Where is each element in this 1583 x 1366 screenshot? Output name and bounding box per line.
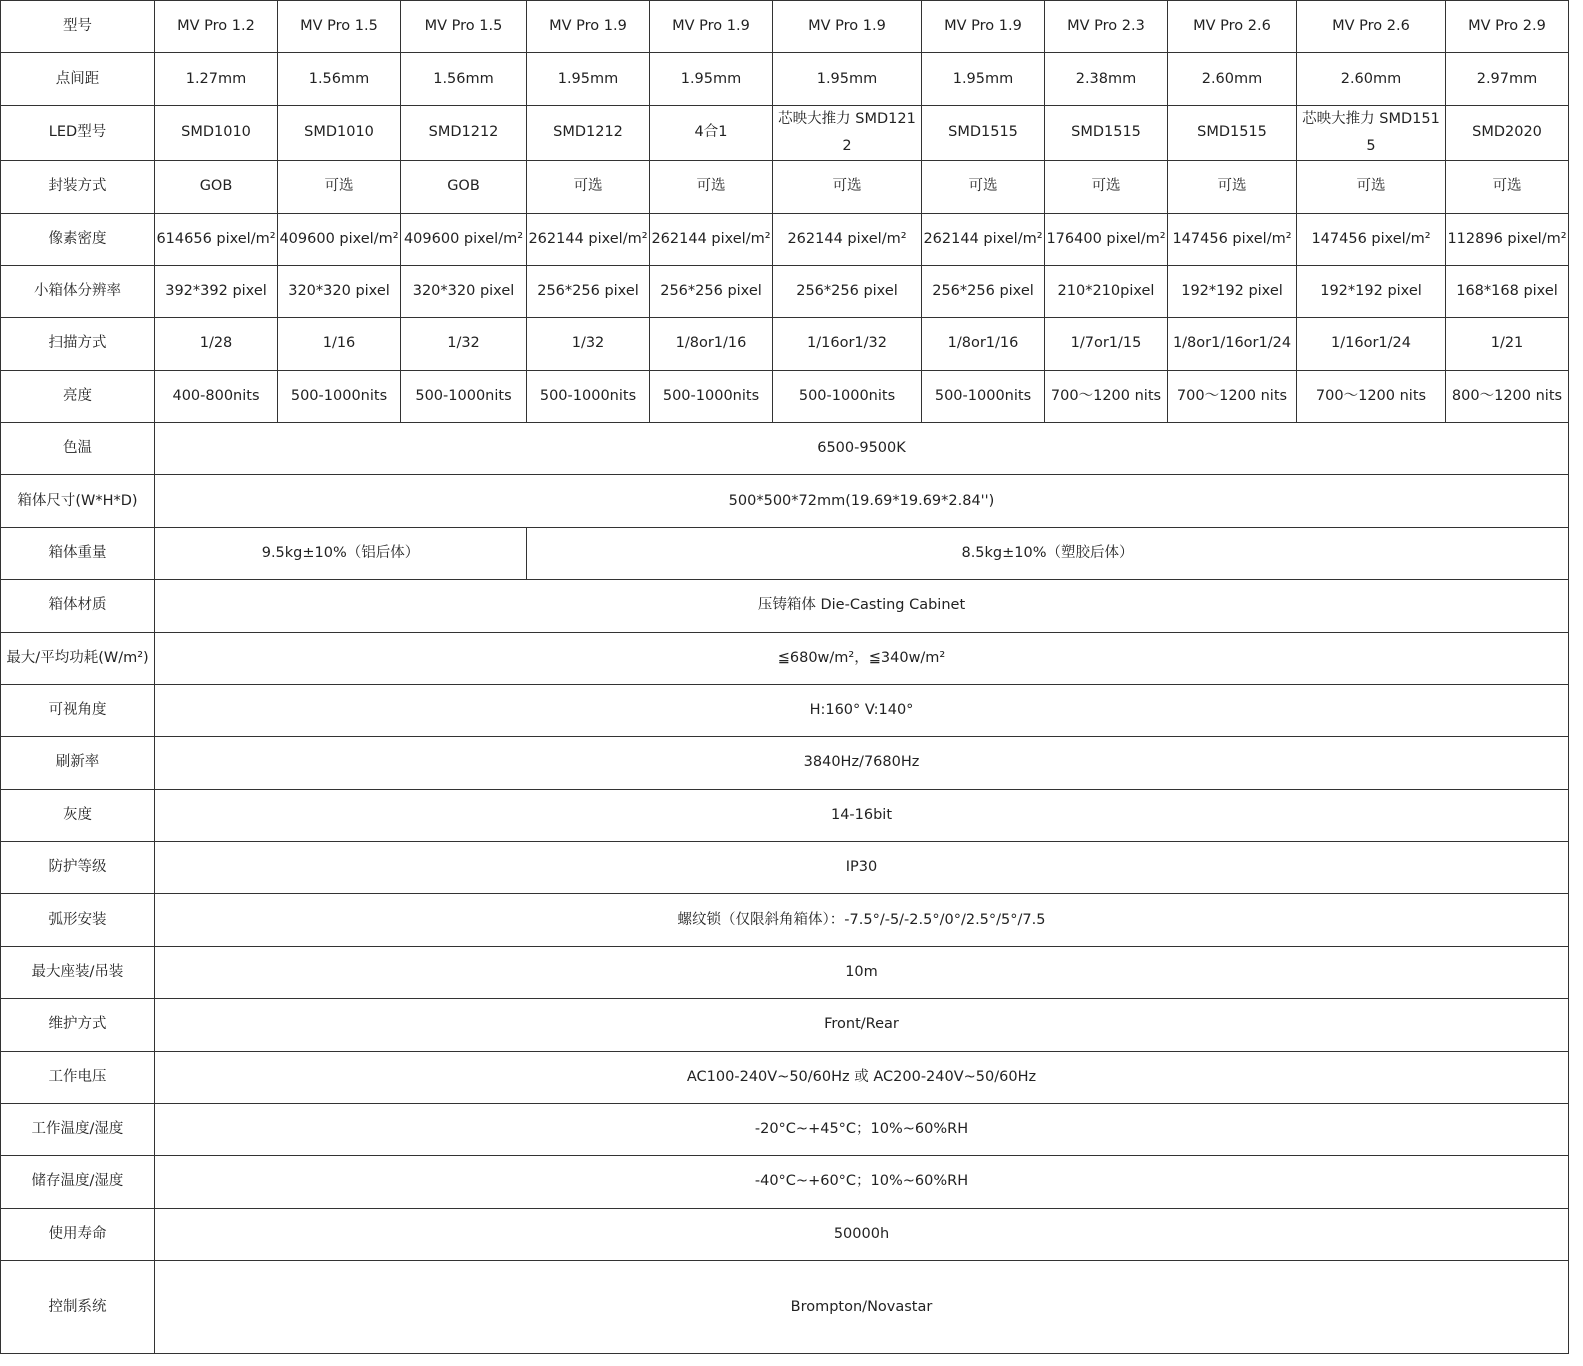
cabinet-size-value: 500*500*72mm(19.69*19.69*2.84'') [155, 475, 1569, 527]
cabinet-resolution-cell: 192*192 pixel [1297, 265, 1446, 317]
brightness-cell: 500-1000nits [278, 370, 401, 422]
max-stack-value: 10m [155, 946, 1569, 998]
pixel-density-cell: 262144 pixel/m² [922, 213, 1045, 265]
row-label-color-temp: 色温 [1, 423, 155, 475]
row-scan-mode [1, 318, 1569, 370]
led-type-cell: SMD1212 [527, 105, 650, 160]
cabinet-resolution-cell: 256*256 pixel [922, 265, 1045, 317]
brightness-cell: 500-1000nits [401, 370, 527, 422]
voltage-value: AC100-240V~50/60Hz 或 AC200-240V~50/60Hz [155, 1051, 1569, 1103]
row-protection [1, 842, 1569, 894]
cabinet-resolution-cell: 320*320 pixel [278, 265, 401, 317]
operating-env-value: -20°C~+45°C；10%~60%RH [155, 1103, 1569, 1155]
scan-mode-cell: 1/8or1/16 [650, 318, 773, 370]
row-label-cabinet-weight: 箱体重量 [1, 527, 155, 579]
curve-install-value: 螺纹锁（仅限斜角箱体）：-7.5°/-5/-2.5°/0°/2.5°/5°/7.5 [155, 894, 1569, 946]
pixel-density-cell: 409600 pixel/m² [278, 213, 401, 265]
pixel-pitch-cell: 1.95mm [773, 53, 922, 105]
led-type-cell: SMD1515 [922, 105, 1045, 160]
brightness-cell: 500-1000nits [922, 370, 1045, 422]
pixel-pitch-cell: 1.95mm [922, 53, 1045, 105]
row-pixel-pitch [1, 53, 1569, 105]
row-label-operating-env: 工作温度/湿度 [1, 1103, 155, 1155]
packaging-cell: GOB [401, 161, 527, 213]
row-label-pixel-density: 像素密度 [1, 213, 155, 265]
pixel-density-cell: 262144 pixel/m² [773, 213, 922, 265]
pixel-pitch-cell: 1.95mm [527, 53, 650, 105]
packaging-cell: 可选 [1168, 161, 1297, 213]
row-label-model: 型号 [1, 1, 155, 53]
row-pixel-density [1, 213, 1569, 265]
led-type-cell: SMD1515 [1045, 105, 1168, 160]
row-cabinet-size [1, 475, 1569, 527]
viewing-angle-value: H:160° V:140° [155, 684, 1569, 736]
row-voltage [1, 1051, 1569, 1103]
scan-mode-cell: 1/8or1/16or1/24 [1168, 318, 1297, 370]
cabinet-resolution-cell: 210*210pixel [1045, 265, 1168, 317]
packaging-cell: 可选 [1045, 161, 1168, 213]
model-cell: MV Pro 1.2 [155, 1, 278, 53]
brightness-cell: 700～1200 nits [1168, 370, 1297, 422]
pixel-pitch-cell: 1.95mm [650, 53, 773, 105]
model-cell: MV Pro 2.9 [1446, 1, 1569, 53]
model-cell: MV Pro 1.9 [527, 1, 650, 53]
led-type-cell: SMD1212 [401, 105, 527, 160]
pixel-pitch-cell: 1.56mm [401, 53, 527, 105]
packaging-cell: 可选 [773, 161, 922, 213]
scan-mode-cell: 1/28 [155, 318, 278, 370]
pixel-pitch-cell: 2.60mm [1297, 53, 1446, 105]
packaging-cell: GOB [155, 161, 278, 213]
row-label-curve-install: 弧形安装 [1, 894, 155, 946]
storage-env-value: -40°C~+60°C；10%~60%RH [155, 1156, 1569, 1208]
led-type-cell: SMD1010 [278, 105, 401, 160]
pixel-density-cell: 176400 pixel/m² [1045, 213, 1168, 265]
row-label-voltage: 工作电压 [1, 1051, 155, 1103]
cabinet-resolution-cell: 168*168 pixel [1446, 265, 1569, 317]
scan-mode-cell: 1/7or1/15 [1045, 318, 1168, 370]
row-label-scan-mode: 扫描方式 [1, 318, 155, 370]
row-label-lifespan: 使用寿命 [1, 1208, 155, 1260]
pixel-density-cell: 262144 pixel/m² [650, 213, 773, 265]
row-cabinet-weight [1, 527, 1569, 579]
packaging-cell: 可选 [922, 161, 1045, 213]
lifespan-value: 50000h [155, 1208, 1569, 1260]
pixel-pitch-cell: 1.27mm [155, 53, 278, 105]
model-cell: MV Pro 1.5 [401, 1, 527, 53]
brightness-cell: 500-1000nits [527, 370, 650, 422]
row-label-protection: 防护等级 [1, 842, 155, 894]
pixel-pitch-cell: 2.97mm [1446, 53, 1569, 105]
row-color-temp [1, 423, 1569, 475]
row-label-viewing-angle: 可视角度 [1, 684, 155, 736]
packaging-cell: 可选 [650, 161, 773, 213]
pixel-pitch-cell: 2.38mm [1045, 53, 1168, 105]
row-operating-env [1, 1103, 1569, 1155]
brightness-cell: 700～1200 nits [1297, 370, 1446, 422]
scan-mode-cell: 1/16 [278, 318, 401, 370]
led-type-cell: SMD2020 [1446, 105, 1569, 160]
brightness-cell: 700～1200 nits [1045, 370, 1168, 422]
cabinet-resolution-cell: 392*392 pixel [155, 265, 278, 317]
led-type-cell: 芯映大推力 SMD1515 [1297, 105, 1446, 160]
pixel-pitch-cell: 1.56mm [278, 53, 401, 105]
row-cabinet-resolution [1, 265, 1569, 317]
pixel-density-cell: 112896 pixel/m² [1446, 213, 1569, 265]
row-brightness [1, 370, 1569, 422]
brightness-cell: 400-800nits [155, 370, 278, 422]
packaging-cell: 可选 [527, 161, 650, 213]
led-type-cell: 芯映大推力 SMD1212 [773, 105, 922, 160]
row-grayscale [1, 789, 1569, 841]
row-control-system [1, 1261, 1569, 1354]
led-type-cell: SMD1515 [1168, 105, 1297, 160]
row-max-stack [1, 946, 1569, 998]
row-label-control-system: 控制系统 [1, 1261, 155, 1354]
row-storage-env [1, 1156, 1569, 1208]
row-curve-install [1, 894, 1569, 946]
model-cell: MV Pro 2.6 [1168, 1, 1297, 53]
row-refresh-rate [1, 737, 1569, 789]
pixel-density-cell: 147456 pixel/m² [1168, 213, 1297, 265]
scan-mode-cell: 1/32 [527, 318, 650, 370]
row-led-type [1, 105, 1569, 160]
control-system-value: Brompton/Novastar [155, 1261, 1569, 1354]
scan-mode-cell: 1/8or1/16 [922, 318, 1045, 370]
cabinet-resolution-cell: 256*256 pixel [773, 265, 922, 317]
row-label-refresh-rate: 刷新率 [1, 737, 155, 789]
model-cell: MV Pro 1.5 [278, 1, 401, 53]
cabinet-material-value: 压铸箱体 Die-Casting Cabinet [155, 580, 1569, 632]
model-cell: MV Pro 2.6 [1297, 1, 1446, 53]
row-maintenance [1, 999, 1569, 1051]
model-cell: MV Pro 1.9 [922, 1, 1045, 53]
protection-value: IP30 [155, 842, 1569, 894]
led-type-cell: 4合1 [650, 105, 773, 160]
row-label-pixel-pitch: 点间距 [1, 53, 155, 105]
pixel-density-cell: 147456 pixel/m² [1297, 213, 1446, 265]
maintenance-value: Front/Rear [155, 999, 1569, 1051]
refresh-rate-value: 3840Hz/7680Hz [155, 737, 1569, 789]
scan-mode-cell: 1/16or1/24 [1297, 318, 1446, 370]
row-label-packaging: 封装方式 [1, 161, 155, 213]
row-label-cabinet-resolution: 小箱体分辨率 [1, 265, 155, 317]
row-cabinet-material [1, 580, 1569, 632]
cabinet-weight-aluminum: 9.5kg±10%（铝后体） [155, 527, 527, 579]
row-label-led-type: LED型号 [1, 105, 155, 160]
pixel-density-cell: 409600 pixel/m² [401, 213, 527, 265]
cabinet-resolution-cell: 256*256 pixel [527, 265, 650, 317]
row-packaging [1, 161, 1569, 213]
cabinet-weight-plastic: 8.5kg±10%（塑胶后体） [527, 527, 1569, 579]
model-cell: MV Pro 1.9 [773, 1, 922, 53]
row-label-maintenance: 维护方式 [1, 999, 155, 1051]
pixel-pitch-cell: 2.60mm [1168, 53, 1297, 105]
row-label-cabinet-size: 箱体尺寸(W*H*D) [1, 475, 155, 527]
brightness-cell: 500-1000nits [773, 370, 922, 422]
grayscale-value: 14-16bit [155, 789, 1569, 841]
packaging-cell: 可选 [278, 161, 401, 213]
row-label-grayscale: 灰度 [1, 789, 155, 841]
model-cell: MV Pro 2.3 [1045, 1, 1168, 53]
row-viewing-angle [1, 684, 1569, 736]
packaging-cell: 可选 [1446, 161, 1569, 213]
row-label-power: 最大/平均功耗(W/m²) [1, 632, 155, 684]
row-label-storage-env: 储存温度/湿度 [1, 1156, 155, 1208]
row-lifespan [1, 1208, 1569, 1260]
pixel-density-cell: 614656 pixel/m² [155, 213, 278, 265]
brightness-cell: 800～1200 nits [1446, 370, 1569, 422]
scan-mode-cell: 1/21 [1446, 318, 1569, 370]
row-power [1, 632, 1569, 684]
cabinet-resolution-cell: 320*320 pixel [401, 265, 527, 317]
brightness-cell: 500-1000nits [650, 370, 773, 422]
row-model [1, 1, 1569, 53]
scan-mode-cell: 1/32 [401, 318, 527, 370]
led-type-cell: SMD1010 [155, 105, 278, 160]
model-cell: MV Pro 1.9 [650, 1, 773, 53]
cabinet-resolution-cell: 192*192 pixel [1168, 265, 1297, 317]
scan-mode-cell: 1/16or1/32 [773, 318, 922, 370]
row-label-cabinet-material: 箱体材质 [1, 580, 155, 632]
power-value: ≦680w/m²，≦340w/m² [155, 632, 1569, 684]
row-label-brightness: 亮度 [1, 370, 155, 422]
packaging-cell: 可选 [1297, 161, 1446, 213]
row-label-max-stack: 最大座装/吊装 [1, 946, 155, 998]
color-temp-value: 6500-9500K [155, 423, 1569, 475]
pixel-density-cell: 262144 pixel/m² [527, 213, 650, 265]
cabinet-resolution-cell: 256*256 pixel [650, 265, 773, 317]
